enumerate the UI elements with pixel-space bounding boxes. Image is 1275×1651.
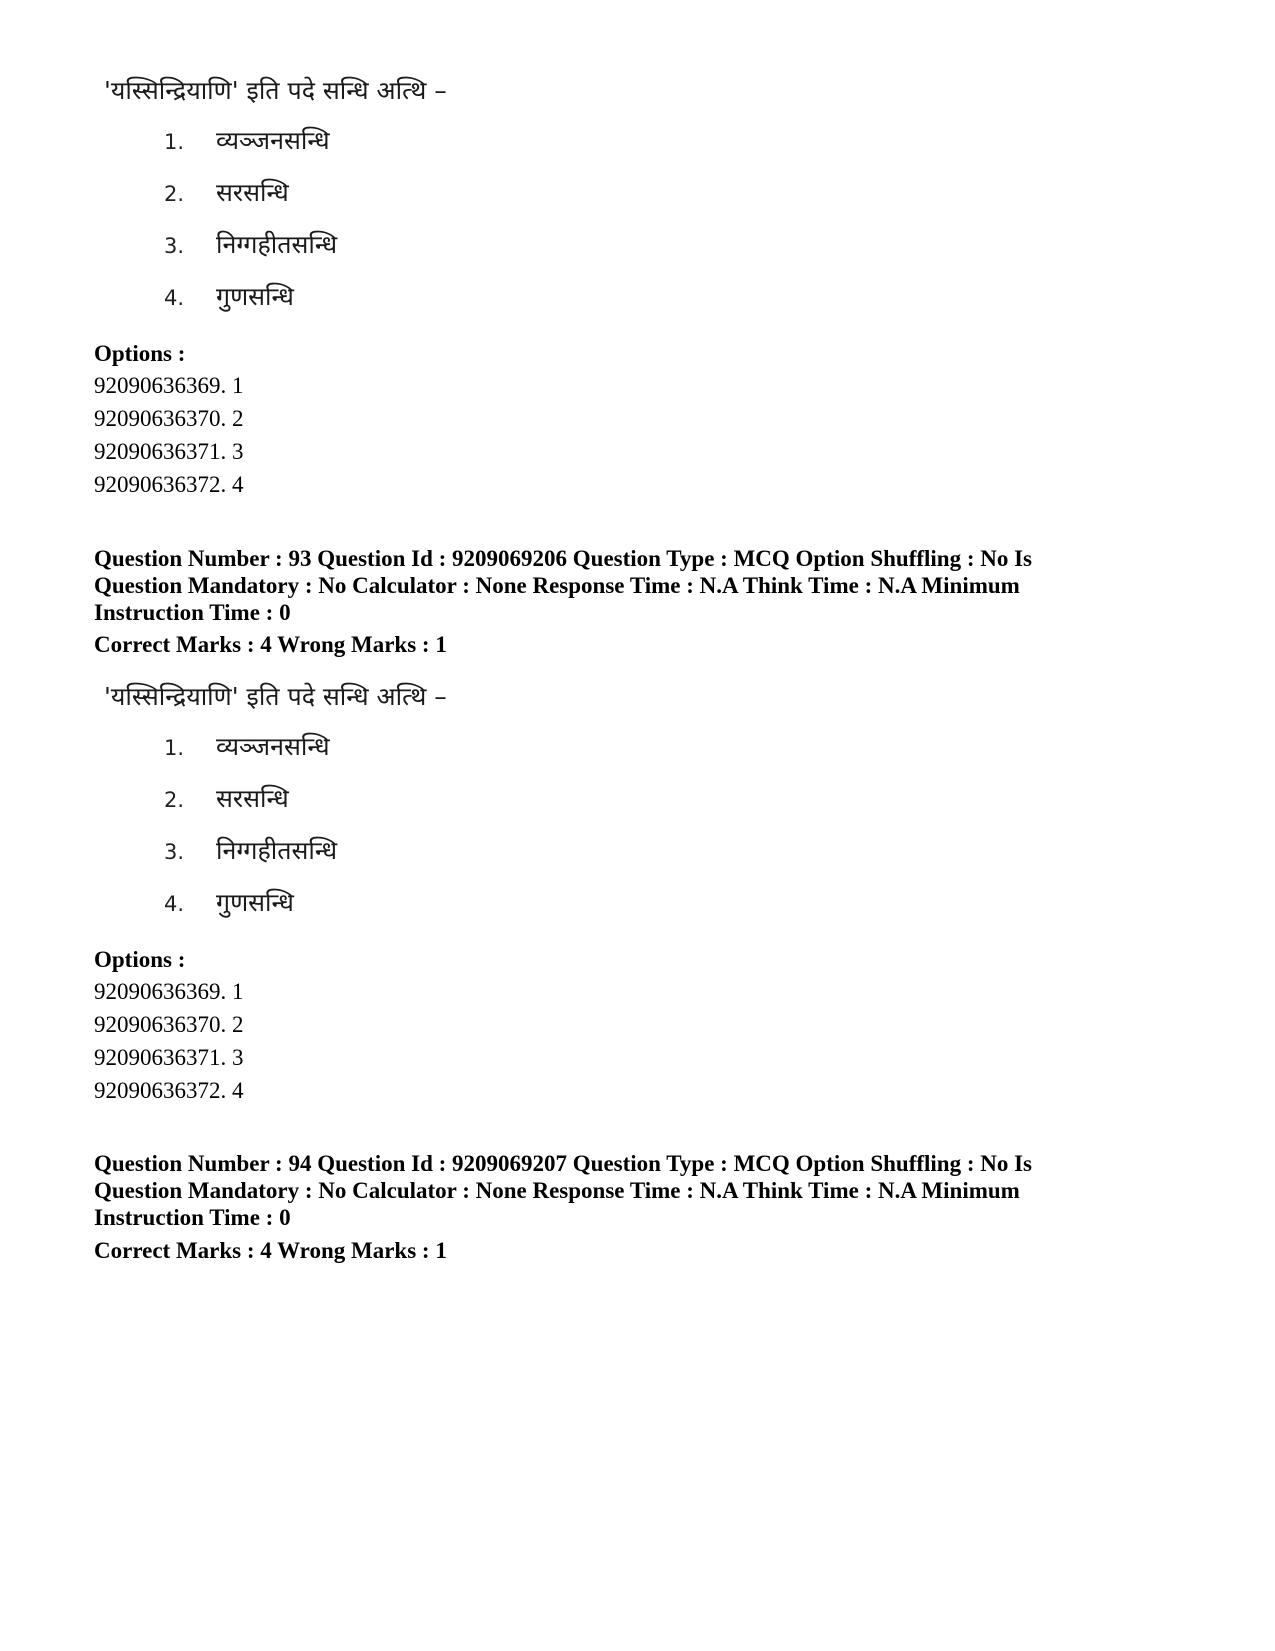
option-item: 92090636370. 2	[94, 1012, 244, 1037]
choice-number: 3.	[164, 840, 185, 864]
marks-line-93: Correct Marks : 4 Wrong Marks : 1	[94, 632, 447, 657]
choice-item	[164, 124, 330, 158]
choice-text: व्यञ्जनसन्धि	[216, 732, 330, 761]
meta-line: Question Mandatory : No Calculator : None Response Time : N.A Think Time : N.A Minimum	[94, 573, 1020, 598]
option-item: 92090636370. 2	[94, 406, 244, 431]
question-meta-93	[94, 545, 1094, 626]
meta-line: Question Number : 93 Question Id : 9209069206 Question Type : MCQ Option Shuffling : No Is	[94, 546, 1033, 571]
choice-item	[164, 782, 289, 816]
option-item: 92090636371. 3	[94, 439, 244, 464]
options-list	[94, 369, 244, 501]
choice-item	[164, 280, 294, 314]
meta-line: Question Number : 94 Question Id : 9209069207 Question Type : MCQ Option Shuffling : No Is	[94, 1151, 1033, 1176]
choice-item	[164, 228, 337, 262]
choice-item	[164, 886, 294, 920]
options-label: Options :	[94, 341, 186, 366]
marks-line-94: Correct Marks : 4 Wrong Marks : 1	[94, 1238, 447, 1263]
option-item: 92090636371. 3	[94, 1045, 244, 1070]
choice-text: गुणसन्धि	[216, 888, 294, 917]
option-item: 92090636369. 1	[94, 979, 244, 1004]
options-list	[94, 975, 244, 1107]
choice-number: 2.	[164, 788, 185, 812]
choice-text: निग्गहीतसन्धि	[216, 230, 338, 259]
choice-number: 2.	[164, 182, 185, 206]
choice-text: निग्गहीतसन्धि	[216, 836, 338, 865]
choice-number: 4.	[164, 892, 185, 916]
choice-text: गुणसन्धि	[216, 282, 294, 311]
option-item: 92090636372. 4	[94, 1078, 244, 1103]
choice-text: सरसन्धि	[216, 784, 289, 813]
options-label: Options :	[94, 947, 186, 972]
choice-item	[164, 834, 337, 868]
option-item: 92090636369. 1	[94, 373, 244, 398]
choice-item	[164, 730, 330, 764]
choice-number: 1.	[164, 130, 185, 154]
meta-line: Question Mandatory : No Calculator : None Response Time : N.A Think Time : N.A Minimum	[94, 1178, 1020, 1203]
option-item: 92090636372. 4	[94, 472, 244, 497]
choice-text: सरसन्धि	[216, 178, 289, 207]
choice-number: 1.	[164, 736, 185, 760]
choice-number: 3.	[164, 234, 185, 258]
question-stem: 'यस्सिन्द्रियाणि' इति पदे सन्धि अत्थि –	[104, 682, 447, 711]
meta-line: Instruction Time : 0	[94, 600, 291, 625]
choice-number: 4.	[164, 286, 185, 310]
choice-text: व्यञ्जनसन्धि	[216, 126, 330, 155]
question-meta-94	[94, 1150, 1094, 1231]
question-stem: 'यस्सिन्द्रियाणि' इति पदे सन्धि अत्थि –	[104, 76, 447, 105]
choice-item	[164, 176, 289, 210]
meta-line: Instruction Time : 0	[94, 1205, 291, 1230]
